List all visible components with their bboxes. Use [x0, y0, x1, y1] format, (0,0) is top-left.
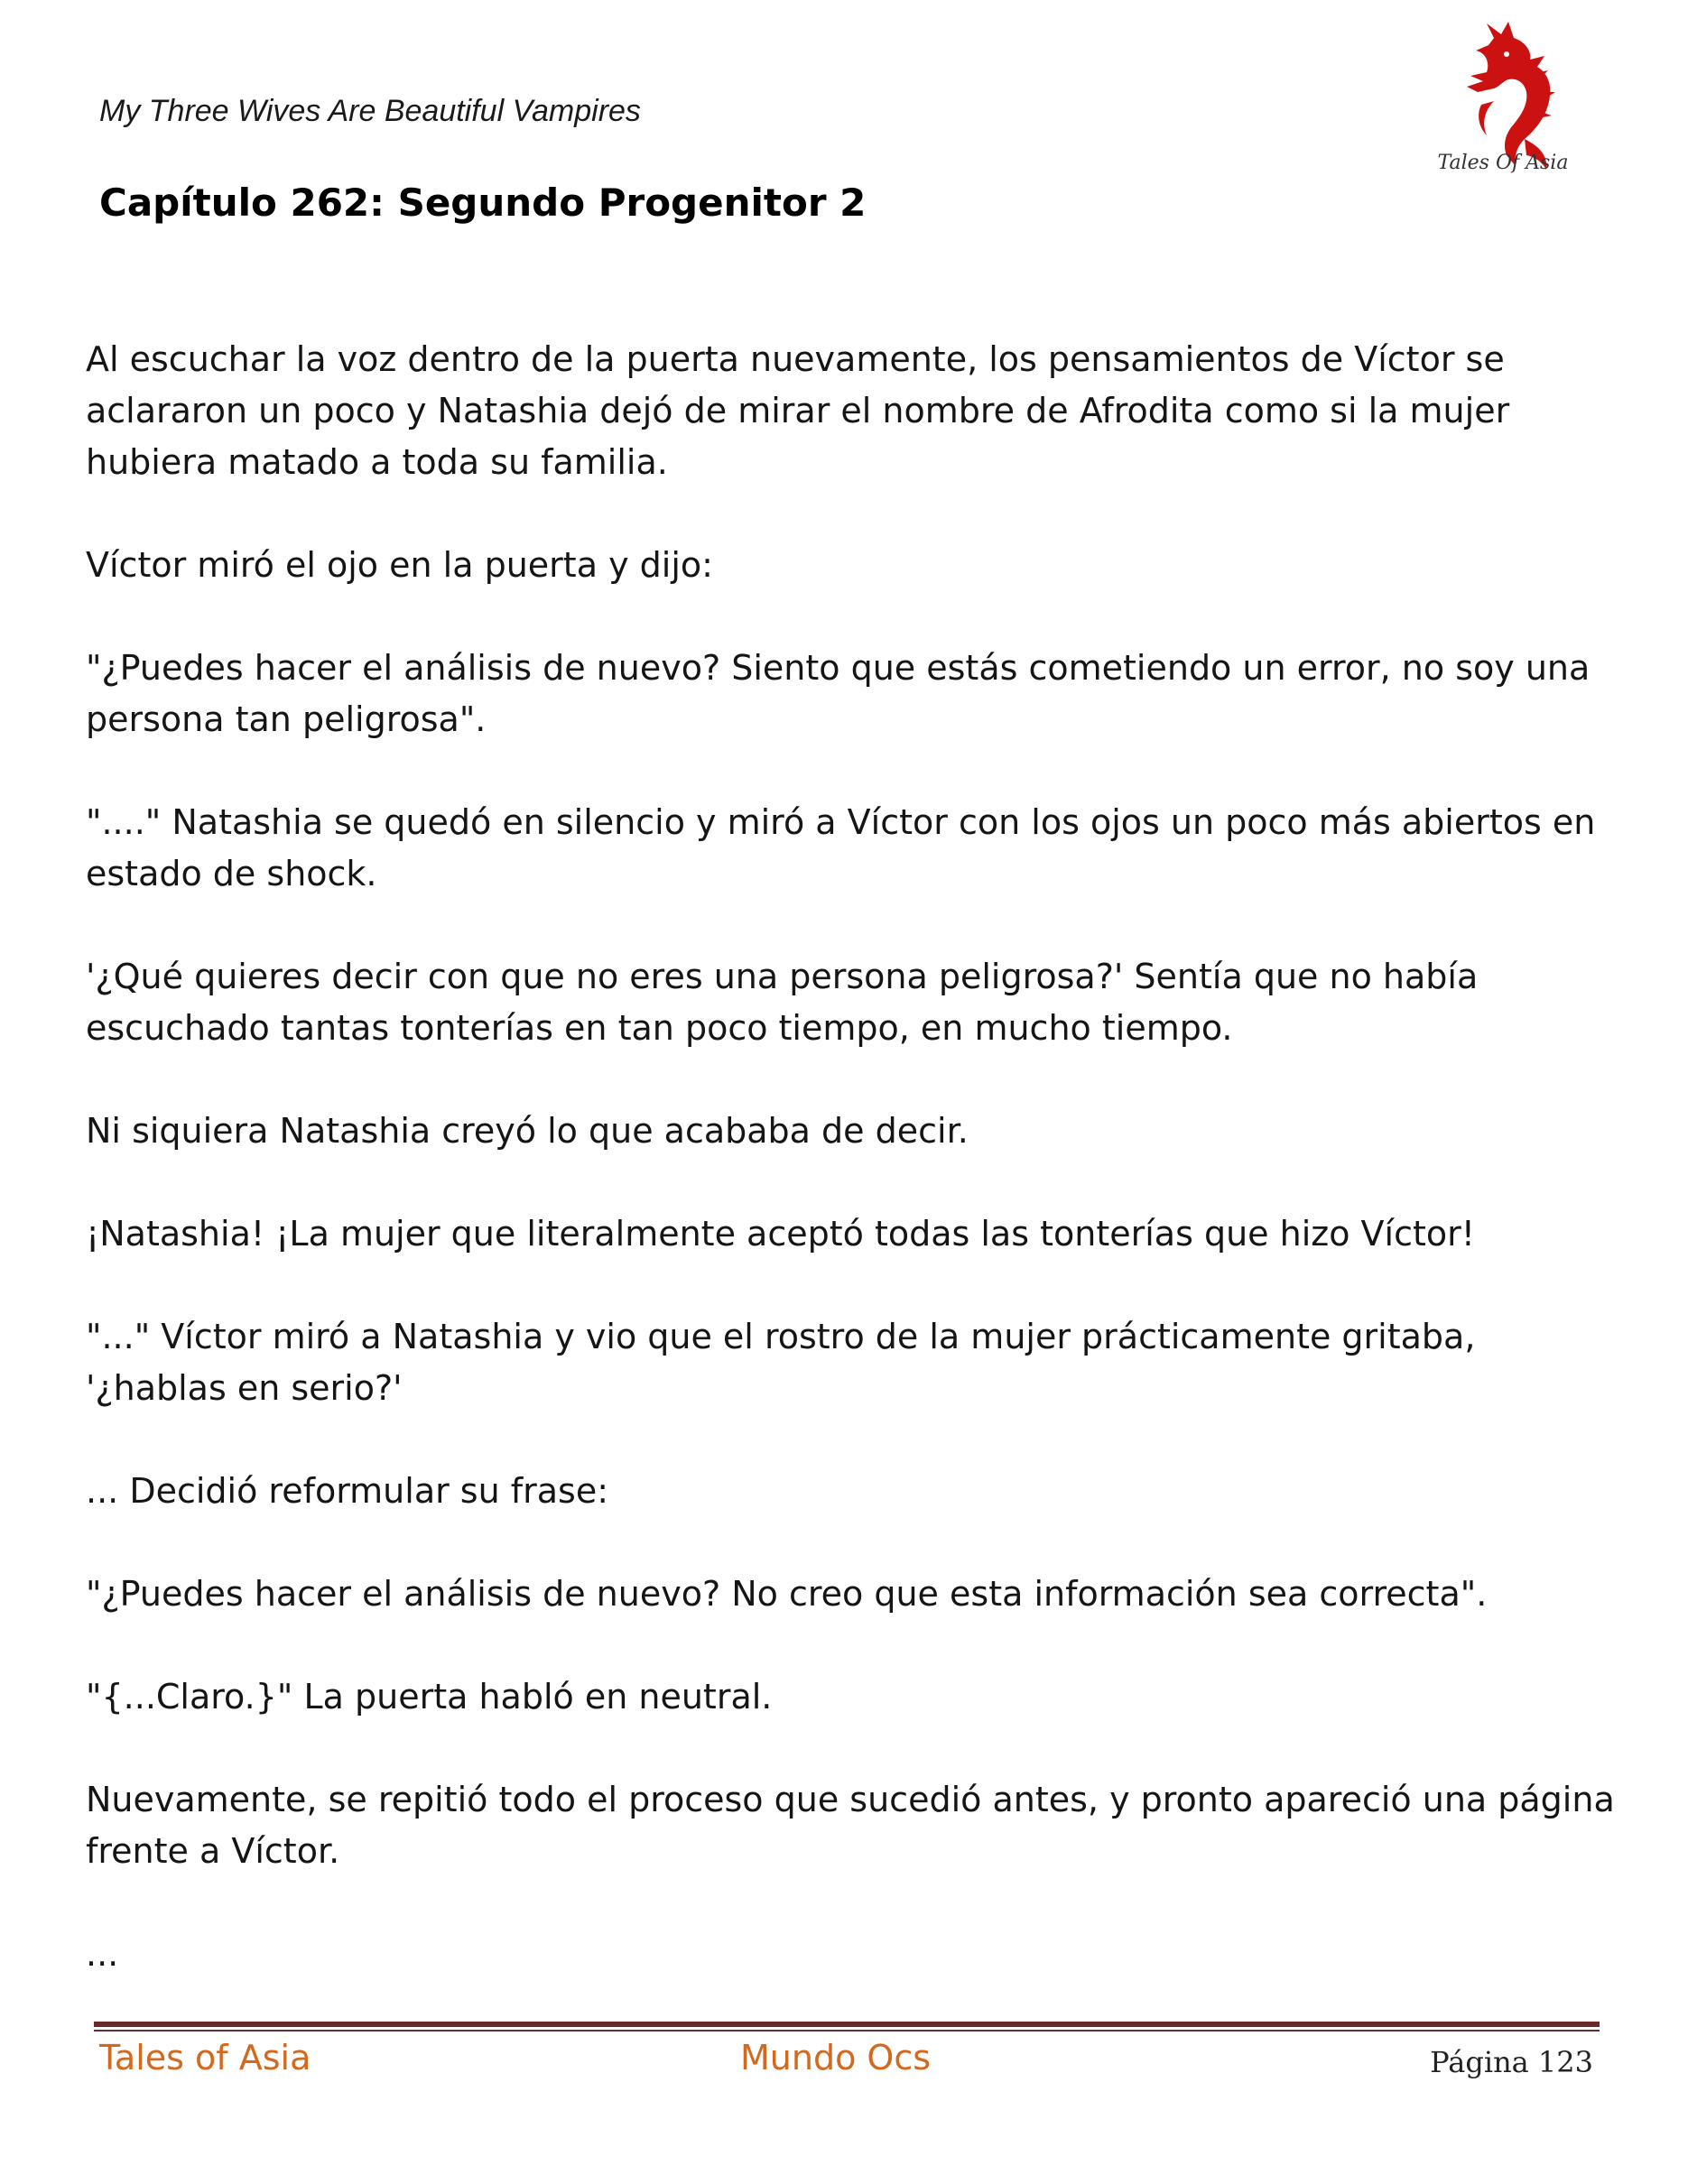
paragraph: ...	[86, 1934, 119, 1974]
paragraph: "..." Víctor miró a Natashia y vio que el rostro de la mujer prácticamente gritaba, '¿hablas en serio?'	[86, 1317, 1476, 1408]
paragraph: "¿Puedes hacer el análisis de nuevo? Siento que estás cometiendo un error, no soy una persona tan peligrosa".	[86, 648, 1591, 739]
paragraph: ¡Natashia! ¡La mujer que literalmente aceptó todas las tonterías que hizo Víctor!	[86, 1214, 1475, 1254]
chapter-body	[86, 334, 1620, 2031]
paragraph: Ni siquiera Natashia creyó lo que acababa de decir.	[86, 1111, 969, 1151]
footer-site-name: Tales of Asia	[99, 2038, 311, 2078]
footer-divider-thick	[94, 2022, 1600, 2027]
footer-translator: Mundo Ocs	[740, 2038, 932, 2078]
footer-divider	[94, 2022, 1600, 2032]
paragraph: Al escuchar la voz dentro de la puerta nuevamente, los pensamientos de Víctor se aclararon un poco y Natashia dejó de mirar el nombre de Afrodita como si la mujer hubiera matado a toda su familia.	[86, 339, 1510, 482]
page-number: Página 123	[1430, 2045, 1593, 2079]
paragraph: "{...Claro.}" La puerta habló en neutral.	[86, 1677, 773, 1717]
paragraph: Víctor miró el ojo en la puerta y dijo:	[86, 545, 713, 585]
paragraph: ... Decidió reformular su frase:	[86, 1471, 609, 1511]
paragraph: Nuevamente, se repitió todo el proceso que sucedió antes, y pronto apareció una página frente a Víctor.	[86, 1780, 1615, 1871]
paragraph: "¿Puedes hacer el análisis de nuevo? No creo que esta información sea correcta".	[86, 1574, 1488, 1614]
footer-divider-thin	[94, 2030, 1600, 2031]
logo-text: Tales Of Asia	[1437, 152, 1569, 174]
paragraph: '¿Qué quieres decir con que no eres una persona peligrosa?' Sentía que no había escuchado tantas tonterías en tan poco tiempo, en mucho tiempo.	[86, 957, 1479, 1048]
chapter-title: Capítulo 262: Segundo Progenitor 2	[99, 180, 867, 225]
book-title: My Three Wives Are Beautiful Vampires	[99, 94, 641, 128]
paragraph: "...." Natashia se quedó en silencio y miró a Víctor con los ojos un poco más abiertos en estado de shock.	[86, 802, 1596, 893]
